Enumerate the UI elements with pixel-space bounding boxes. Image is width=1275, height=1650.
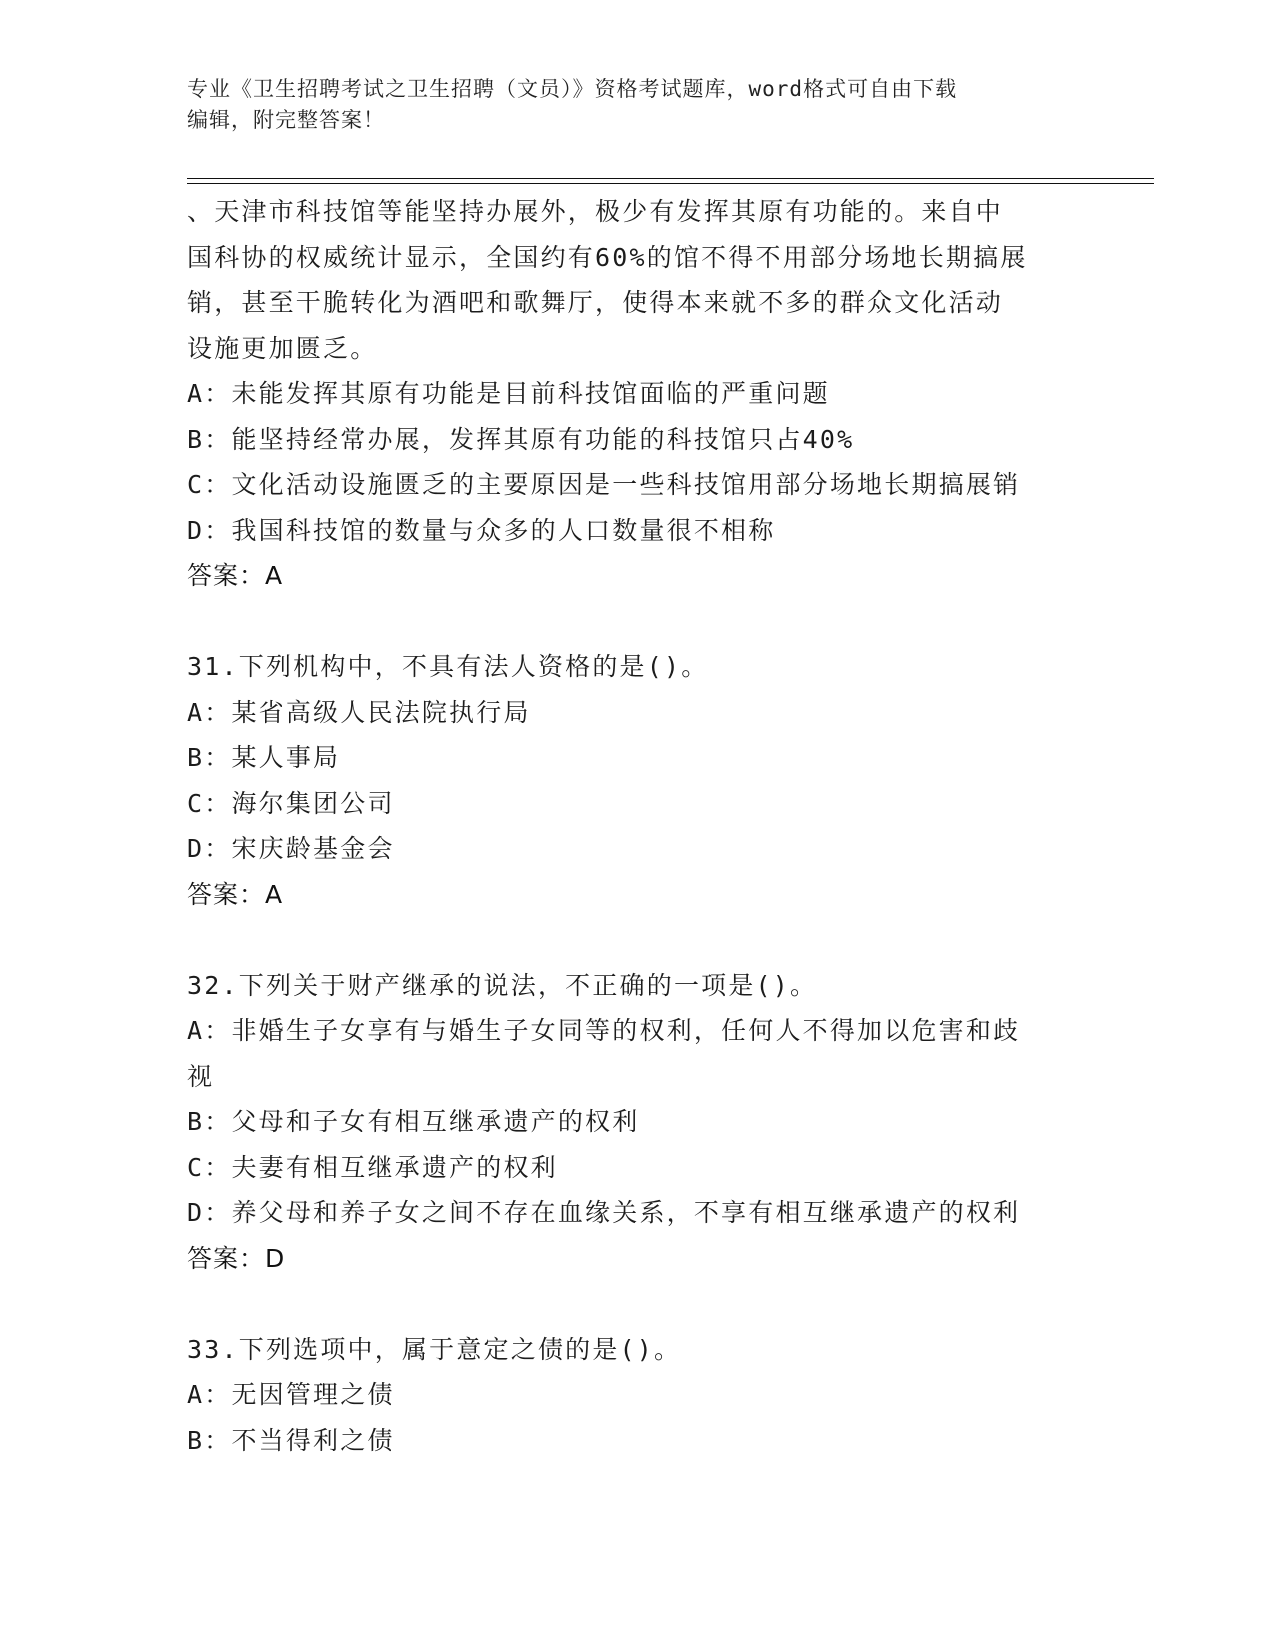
header-rule-top bbox=[187, 178, 1154, 179]
passage-line: 设施更加匮乏。 bbox=[187, 333, 378, 363]
option-b: B：某人事局 bbox=[187, 743, 341, 772]
question-32 bbox=[187, 963, 1127, 1282]
passage-line: 销，甚至干脆转化为酒吧和歌舞厅，使得本来就不多的群众文化活动 bbox=[187, 288, 1004, 317]
header-line-2: 编辑，附完整答案！ bbox=[187, 108, 385, 132]
question-31 bbox=[187, 644, 1127, 917]
option-a: A：无因管理之债 bbox=[187, 1380, 395, 1409]
spacer bbox=[187, 599, 1127, 645]
option-a: A：某省高级人民法院执行局 bbox=[187, 697, 531, 727]
option-c: C：海尔集团公司 bbox=[187, 788, 395, 818]
question-stem: 31.下列机构中，不具有法人资格的是()。 bbox=[187, 652, 709, 681]
option-d: D：我国科技馆的数量与众多的人口数量很不相称 bbox=[187, 515, 776, 545]
passage-line: 国科协的权威统计显示，全国约有60%的馆不得不用部分场地长期搞展 bbox=[187, 242, 1028, 272]
spacer bbox=[187, 917, 1127, 963]
option-a-continued: 视 bbox=[187, 1061, 215, 1091]
page-header bbox=[187, 74, 1087, 136]
answer-line: 答案：A bbox=[187, 879, 284, 909]
option-d: D：养父母和养子女之间不存在血缘关系，不享有相互继承遗产的权利 bbox=[187, 1198, 1021, 1227]
option-c: C：夫妻有相互继承遗产的权利 bbox=[187, 1152, 558, 1182]
option-a: A：未能发挥其原有功能是目前科技馆面临的严重问题 bbox=[187, 379, 830, 408]
option-b: B：不当得利之债 bbox=[187, 1425, 395, 1455]
option-b: B：能坚持经常办展，发挥其原有功能的科技馆只占40% bbox=[187, 424, 855, 454]
passage-block bbox=[187, 189, 1127, 599]
question-33 bbox=[187, 1327, 1127, 1464]
document-content bbox=[187, 189, 1127, 1463]
answer-line: 答案：D bbox=[187, 1243, 286, 1273]
passage-line: 、天津市科技馆等能坚持办展外，极少有发挥其原有功能的。来自中 bbox=[187, 197, 1004, 226]
header-line-1: 专业《卫生招聘考试之卫生招聘（文员）》资格考试题库，word格式可自由下载 bbox=[187, 77, 958, 101]
option-a: A：非婚生子女享有与婚生子女同等的权利，任何人不得加以危害和歧 bbox=[187, 1016, 1021, 1045]
header-rule-bottom bbox=[187, 183, 1154, 184]
option-c: C：文化活动设施匮乏的主要原因是一些科技馆用部分场地长期搞展销 bbox=[187, 470, 1021, 499]
answer-line: 答案：A bbox=[187, 561, 284, 590]
option-b: B：父母和子女有相互继承遗产的权利 bbox=[187, 1107, 640, 1136]
spacer bbox=[187, 1281, 1127, 1327]
question-stem: 33.下列选项中，属于意定之债的是()。 bbox=[187, 1334, 682, 1364]
question-stem: 32.下列关于财产继承的说法，不正确的一项是()。 bbox=[187, 970, 818, 1000]
option-d: D：宋庆龄基金会 bbox=[187, 834, 395, 863]
